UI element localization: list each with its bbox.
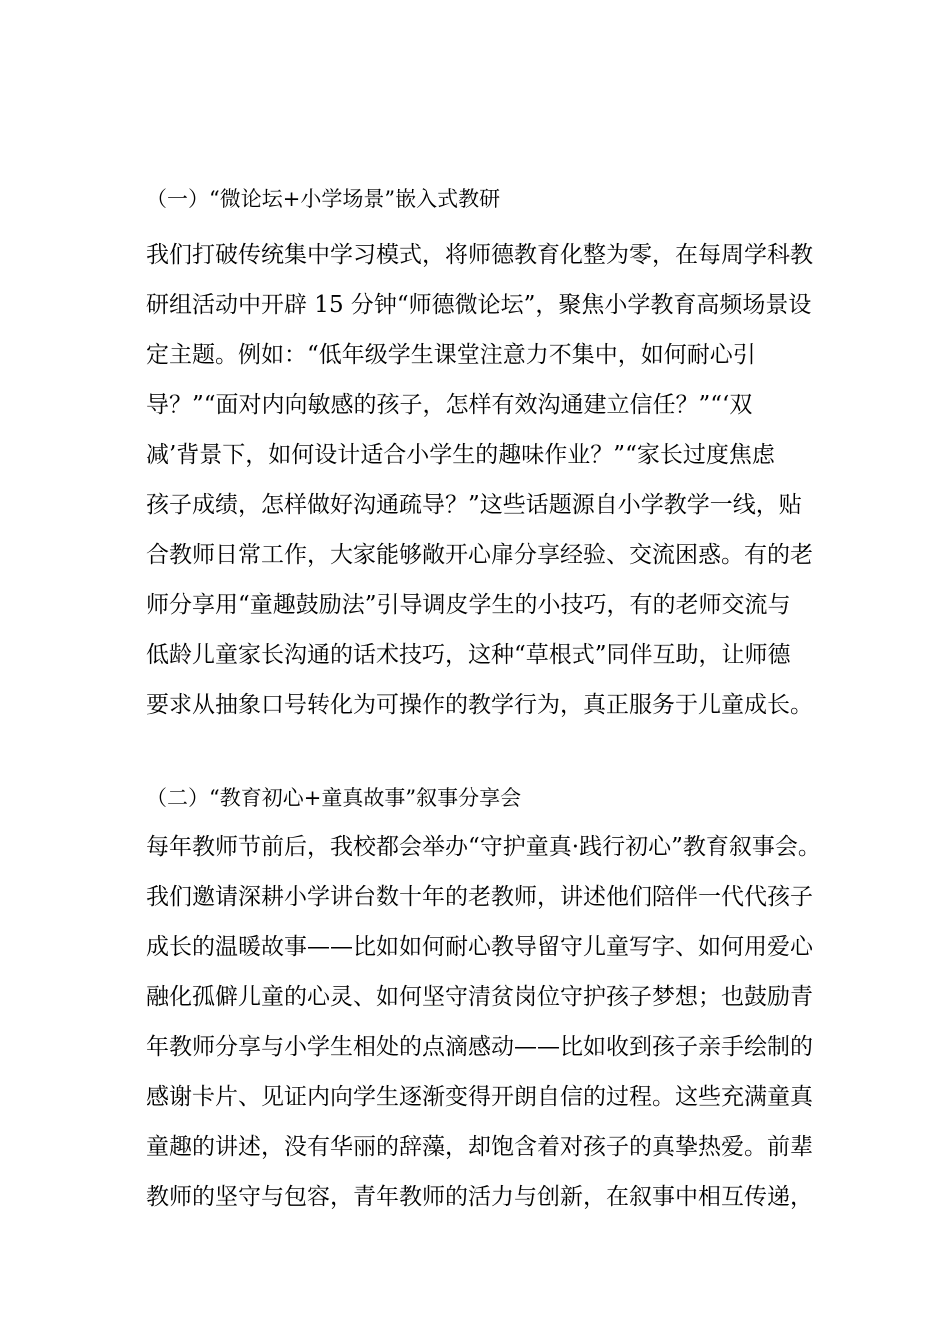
paragraph-line: 导？”“面对内向敏感的孩子，怎样有效沟通建立信任？”“‘双 <box>146 392 753 418</box>
paragraph-line: 减’背景下，如何设计适合小学生的趣味作业？”“家长过度焦虑 <box>146 442 775 468</box>
paragraph-line: 成长的温暖故事——比如如何耐心教导留守儿童写字、如何用爱心 <box>146 934 813 960</box>
paragraph-line: 孩子成绩，怎样做好沟通疏导？”这些话题源自小学教学一线，贴 <box>146 492 802 518</box>
paragraph-line: 感谢卡片、见证内向学生逐渐变得开朗自信的过程。这些充满童真 <box>146 1084 813 1110</box>
section-paragraph-1 <box>146 230 826 730</box>
paragraph-line: 融化孤僻儿童的心灵、如何坚守清贫岗位守护孩子梦想；也鼓励青 <box>146 984 813 1010</box>
paragraph-line: 童趣的讲述，没有华丽的辞藻，却饱含着对孩子的真挚热爱。前辈 <box>146 1134 813 1160</box>
paragraph-line: 我们邀请深耕小学讲台数十年的老教师，讲述他们陪伴一代代孩子 <box>146 884 813 910</box>
paragraph-line: 定主题。例如：“低年级学生课堂注意力不集中，如何耐心引 <box>146 342 756 368</box>
paragraph-line: 要求从抽象口号转化为可操作的教学行为，真正服务于儿童成长。 <box>146 692 813 718</box>
paragraph-line: 师分享用“童趣鼓励法”引导调皮学生的小技巧，有的老师交流与 <box>146 592 791 618</box>
paragraph-line: 每年教师节前后，我校都会举办“守护童真·践行初心”教育叙事会。 <box>146 834 821 860</box>
section-paragraph-2 <box>146 822 826 1222</box>
paragraph-line: 研组活动中开辟 15 分钟“师德微论坛”，聚焦小学教育高频场景设 <box>146 292 812 318</box>
paragraph-line: 年教师分享与小学生相处的点滴感动——比如收到孩子亲手绘制的 <box>146 1034 813 1060</box>
section-heading-2: （二）“教育初心+童真故事”叙事分享会 <box>146 786 522 810</box>
paragraph-line: 我们打破传统集中学习模式，将师德教育化整为零，在每周学科教 <box>146 242 813 268</box>
section-heading-1: （一）“微论坛+小学场景”嵌入式教研 <box>146 187 501 211</box>
paragraph-line: 教师的坚守与包容，青年教师的活力与创新，在叙事中相互传递， <box>146 1184 813 1210</box>
paragraph-line: 低龄儿童家长沟通的话术技巧，这种“草根式”同伴互助，让师德 <box>146 642 791 668</box>
paragraph-line: 合教师日常工作，大家能够敞开心扉分享经验、交流困惑。有的老 <box>146 542 813 568</box>
